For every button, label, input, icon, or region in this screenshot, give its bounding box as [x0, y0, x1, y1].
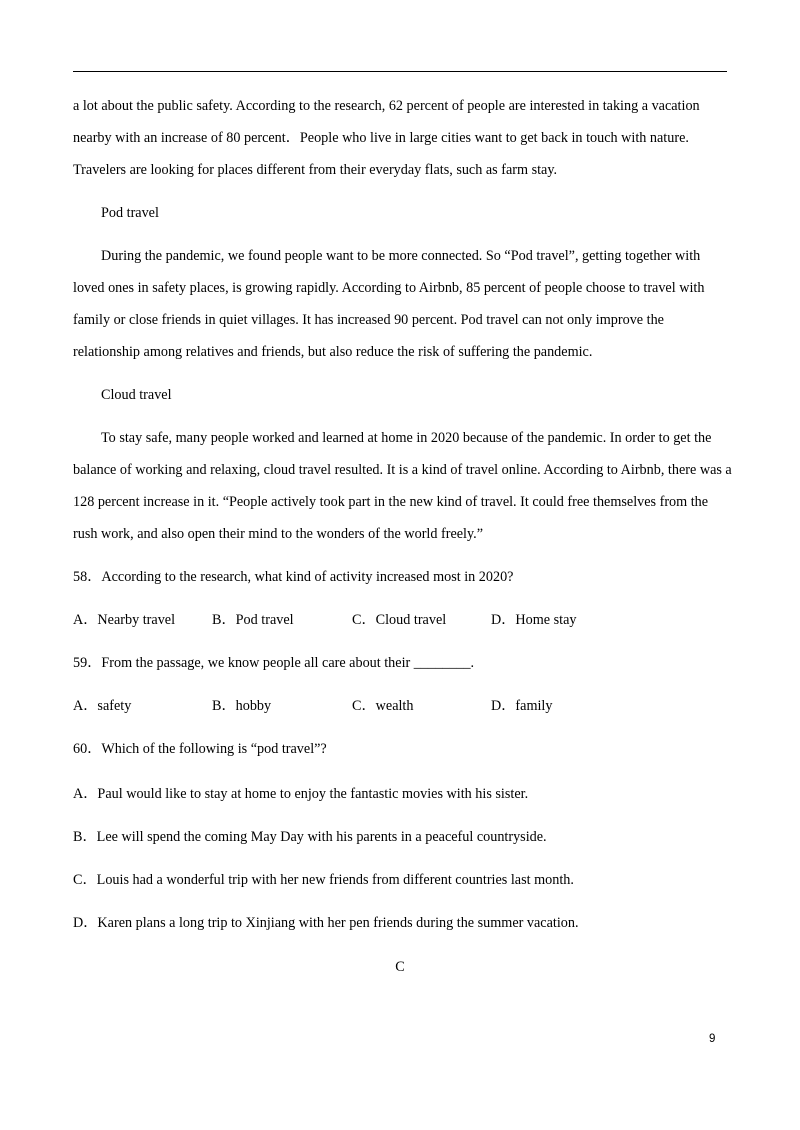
passage-line: loved ones in safety places, is growing rapidly. According to Airbnb, 85 percent of people choose to travel with	[73, 280, 705, 296]
passage-line: nearby with an increase of 80 percent．People who live in large cities want to get back in touch with nature.	[73, 130, 689, 146]
question-60-option-d: D．Karen plans a long trip to Xinjiang with her pen friends during the summer vacation.	[73, 915, 579, 931]
passage-line: 128 percent increase in it. “People actively took part in the new kind of travel. It could free themselves from the	[73, 494, 709, 510]
question-59-option-d: D．family	[491, 698, 553, 714]
question-59-stem: 59．From the passage, we know people all care about their ________.	[73, 655, 475, 671]
question-58-option-a: A．Nearby travel	[73, 612, 176, 628]
header-rule	[73, 71, 727, 72]
question-60-option-c: C．Louis had a wonderful trip with her new friends from different countries last month.	[73, 872, 574, 888]
question-59-option-a: A．safety	[73, 698, 132, 714]
passage-line: family or close friends in quiet villages. It has increased 90 percent. Pod travel can not only improve the	[73, 312, 664, 328]
question-60-option-a: A．Paul would like to stay at home to enjoy the fantastic movies with his sister.	[73, 786, 529, 802]
question-58-option-c: C．Cloud travel	[352, 612, 447, 628]
question-59-option-c: C．wealth	[352, 698, 414, 714]
passage-line: During the pandemic, we found people want to be more connected. So “Pod travel”, getting together with	[101, 248, 701, 264]
section-letter: C	[395, 959, 405, 975]
pod-travel-heading: Pod travel	[101, 205, 159, 221]
question-60-stem: 60．Which of the following is “pod travel”?	[73, 741, 327, 757]
question-59-option-b: B．hobby	[212, 698, 272, 714]
question-60-option-b: B．Lee will spend the coming May Day with his parents in a peaceful countryside.	[73, 829, 547, 845]
passage-line: Travelers are looking for places different from their everyday flats, such as farm stay.	[73, 162, 558, 178]
question-58-option-b: B．Pod travel	[212, 612, 294, 628]
passage-line: rush work, and also open their mind to the wonders of the world freely.”	[73, 526, 484, 542]
passage-line: balance of working and relaxing, cloud travel resulted. It is a kind of travel online. According to Airbnb, there was a	[73, 462, 732, 478]
question-58-option-d: D．Home stay	[491, 612, 577, 628]
passage-line: To stay safe, many people worked and learned at home in 2020 because of the pandemic. In order to get the	[101, 430, 712, 446]
cloud-travel-heading: Cloud travel	[101, 387, 172, 403]
passage-line: a lot about the public safety. According to the research, 62 percent of people are interested in taking a vacation	[73, 98, 700, 114]
page-number: 9	[709, 1033, 716, 1045]
passage-line: relationship among relatives and friends, but also reduce the risk of suffering the pandemic.	[73, 344, 593, 360]
question-58-stem: 58．According to the research, what kind of activity increased most in 2020?	[73, 569, 514, 585]
